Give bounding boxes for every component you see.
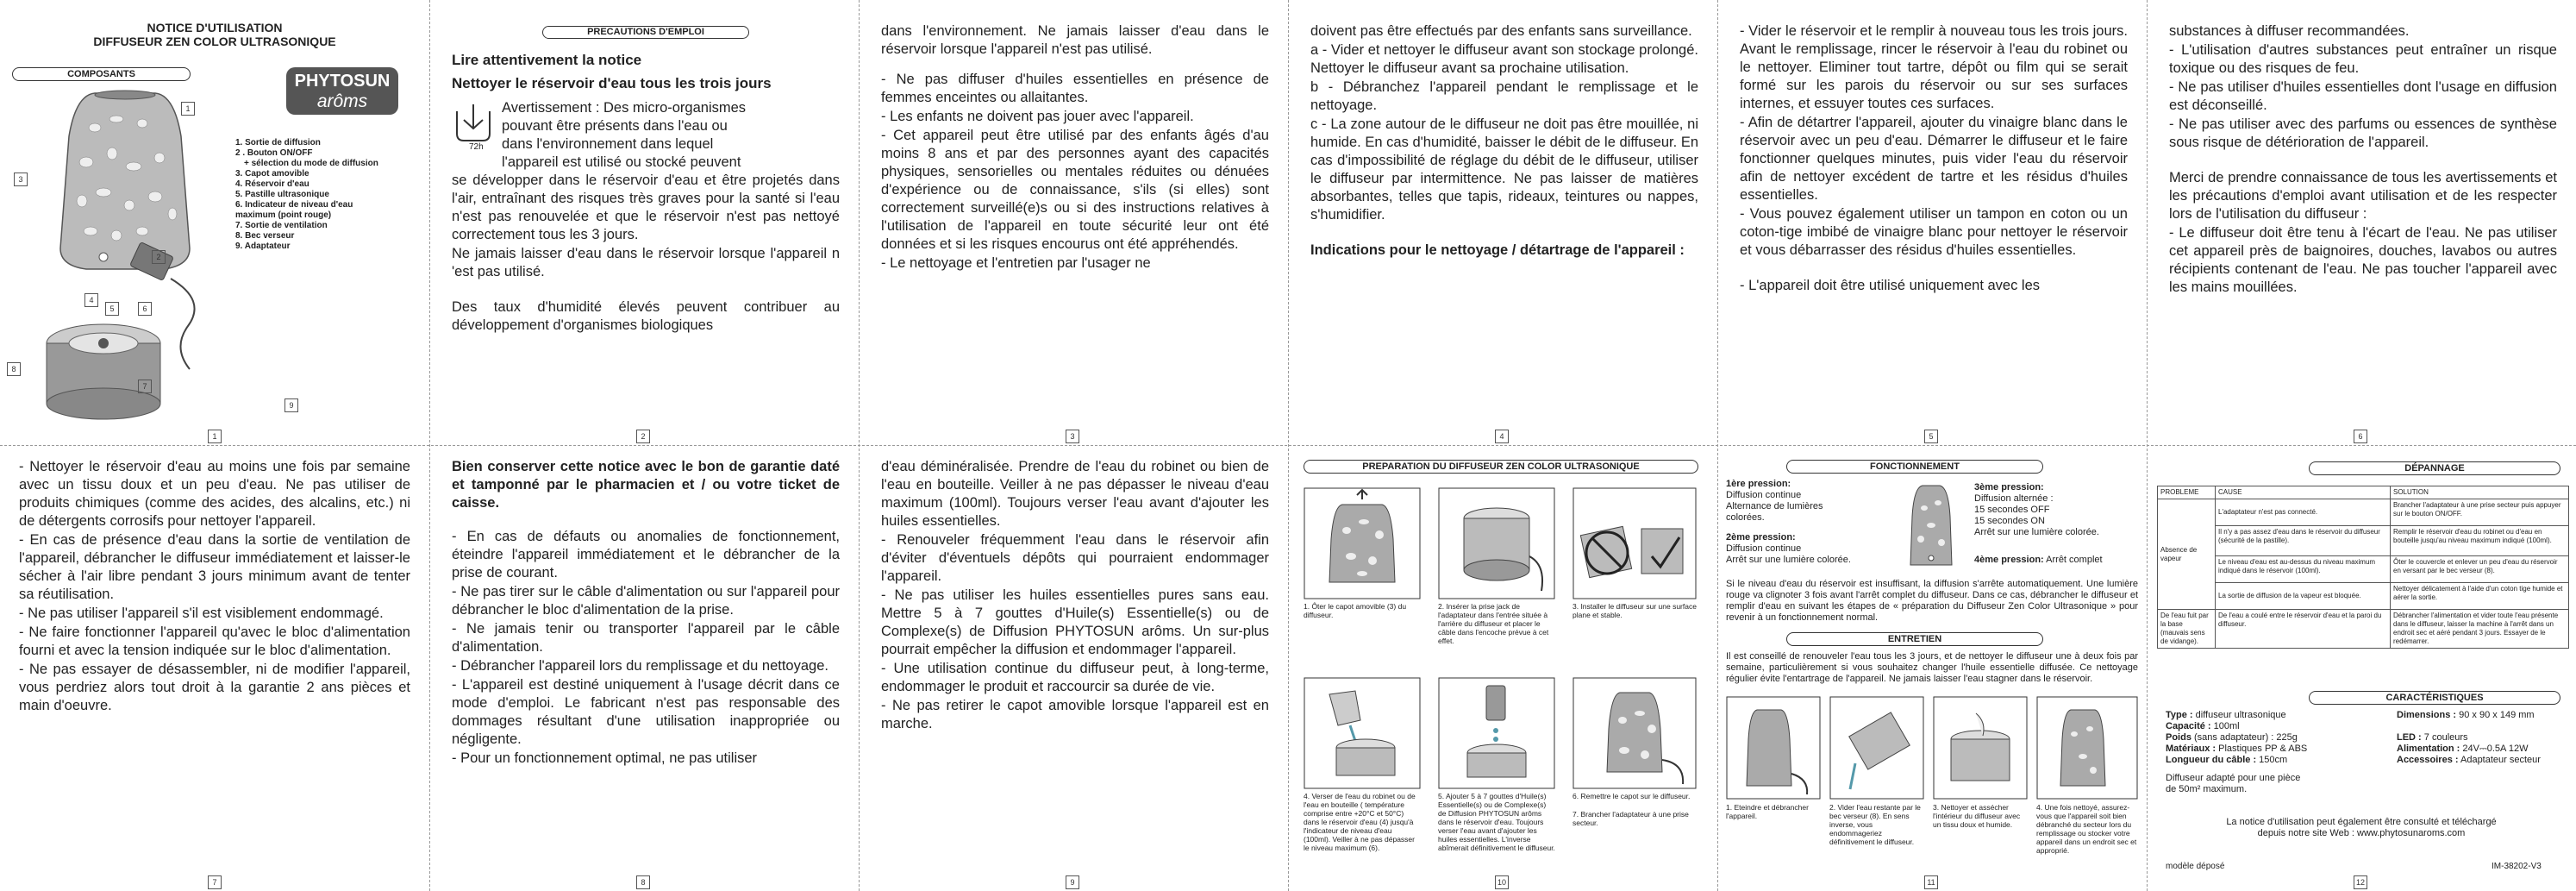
entretien-text: Il est conseillé de renouveler l'eau tous les 3 jours, et de nettoyer le diffuseur une à deux fois par semaine, particulièrement si vous souhaitez changer l'huile essentielle diffusée. Ce nettoyage régulier évite l'entartrage de l'appareil. Ne jamais laisser l'eau stagner dans le réservoir. bbox=[1726, 651, 2138, 684]
step-3-caption: 3. Installer le diffuseur sur une surface plane et stable. bbox=[1572, 602, 1697, 619]
section-title-depannage: DÉPANNAGE bbox=[2309, 461, 2560, 475]
heading-read-notice: Lire attentivement la notice bbox=[452, 52, 642, 68]
panel-water: d'eau déminéralisée. Prendre de l'eau du robinet ou bien de l'eau en bouteille. Veiller à ne pas dépasser le niveau d'eau maximum (100ml). Toujours verser l'eau avant d'ajouter les huiles essentielles. - Renouveler fréquemment l'eau dans le réservoir afin d'éviter d'éventuels dépôts qui pourraient endommager l'appareil. - Ne pas utiliser les huiles essentielles pures sans eau. Mettre 5 à 7 gouttes d'Huile(s) Essentielle(s) ou de Complexe(s) de Diffusion PHYTOSUN arôms. Un sur-plus pourrait empêcher la diffusion et endommager l'appareil. - Une utilisation continue du diffuseur peut, à long-terme, endommager le produit et raccourcir sa durée de vie. - Ne pas retirer le capot amovible lorsque l'appareil est en marche. bbox=[881, 459, 1269, 731]
step-4-figure bbox=[1304, 677, 1421, 789]
page-number: 10 bbox=[1495, 875, 1509, 889]
table-row: De l'eau fuit par la base (mauvais sens de vidange). De l'eau a coulé entre le réservoir d'eau et la paroi du diffuseur. Débrancher l'alimentation et vider toute l'eau présente dans le diffuseur, laisser la machine à l'arrêt dans un endroit sec et aéré pendant 3 jours. Essayer de le redémarrer. bbox=[2158, 610, 2569, 649]
callout-8: 8 bbox=[7, 362, 21, 376]
table-header-row bbox=[2158, 486, 2569, 499]
section-title-preparation: PREPARATION DU DIFFUSEUR ZEN COLOR ULTRASONIQUE bbox=[1304, 460, 1698, 474]
press-3: 3ème pression: Diffusion alternée : 15 secondes OFF 15 secondes ON Arrêt sur une lumière colorée. bbox=[1974, 482, 2099, 537]
step-3-figure bbox=[1572, 487, 1697, 599]
modele-depose: modèle déposé bbox=[2166, 862, 2225, 871]
panel-usage: doivent pas être effectués par des enfants sans surveillance. a - Vider et nettoyer le diffuseur avant son stockage prolongé. Nettoyer le diffuseur avant sa prochaine utilisation. b - Débranchez l'appareil pendant le remplissage et le nettoyage. c - La zone autour de le diffuseur ne doit pas être mouillée, ni humide. En cas d'humidité, baisser le débit de le diffuseur. En cas d'impossibilité de réglage du débit de le diffuseur, utiliser le diffuseur par intermittence. Ne pas laisser de matières absorbantes, telles que tapis, rideaux, teintures ou nappes, s'humidifier. Indications pour le nettoyage / détartrage de l'appareil : bbox=[1310, 23, 1698, 258]
page-number: 1 bbox=[208, 430, 222, 443]
maintenance-step-4-caption: 4. Une fois nettoyé, assurez-vous que l'appareil soit bien débranché du secteur lors du remplissage ou stocker votre appareil dans un endroit sec et approprié. bbox=[2036, 803, 2137, 855]
heading-cleaning: Indications pour le nettoyage / détartrage de l'appareil : bbox=[1310, 242, 1685, 258]
section-title-fonctionnement: FONCTIONNEMENT bbox=[1786, 460, 2043, 474]
page-number: 6 bbox=[2354, 430, 2367, 443]
heading-guarantee: Bien conserver cette notice avec le bon de garantie daté et tamponné par le pharmacien et / ou votre ticket de caisse. bbox=[452, 459, 840, 511]
maintenance-step-3-caption: 3. Nettoyer et assécher l'intérieur du diffuseur avec un tissu doux et humide. bbox=[1933, 803, 2021, 829]
step-6-figure bbox=[1572, 677, 1697, 789]
section-title-entretien: ENTRETIEN bbox=[1786, 632, 2043, 646]
callout-1: 1 bbox=[181, 102, 195, 116]
callout-5: 5 bbox=[105, 302, 119, 316]
maintenance-step-2-caption: 2. Vider l'eau restante par le bec verseur (8). En sens inverse, vous endommageriez définitivement le diffuseur. bbox=[1829, 803, 1921, 846]
callout-7: 7 bbox=[138, 380, 152, 393]
page-number: 11 bbox=[1924, 875, 1938, 889]
step-2-figure bbox=[1438, 487, 1555, 599]
document-reference: IM-38202-V3 bbox=[2492, 862, 2542, 871]
document-title: NOTICE D'UTILISATION DIFFUSEUR ZEN COLOR ULTRASONIQUE bbox=[93, 21, 336, 48]
maintenance-step-2-figure bbox=[1829, 696, 1924, 800]
maintenance-step-3-figure bbox=[1933, 696, 2028, 800]
fold-line-horizontal bbox=[0, 445, 2576, 446]
press-1: 1ère pression: Diffusion continue Alternance de lumières colorées. bbox=[1726, 479, 1823, 523]
panel-guarantee: Bien conserver cette notice avec le bon de garantie daté et tamponné par le pharmacien et / ou votre ticket de caisse. - En cas de défauts ou anomalies de fonctionnement, éteindre l'appareil immédiatement et le débrancher de la prise de courant. - Ne pas tirer sur le câble d'alimentation ou sur l'appareil pour débrancher le bloc d'alimentation de la prise. - Ne jamais tenir ou transporter l'appareil par le câble d'alimentation. - Débrancher l'appareil lors du remplissage et du nettoyage. - L'appareil est destiné uniquement à l'usage décrit dans ce mode d'emploi. Le fabricant n'est pas responsable des dommages résultant d'une utilisation inappropriée ou négligente. - Pour un fonctionnement optimal, ne pas utiliser bbox=[452, 459, 840, 766]
troubleshooting-table bbox=[2157, 486, 2569, 649]
callout-6: 6 bbox=[138, 302, 152, 316]
step-2-caption: 2. Insérer la prise jack de l'adaptateur dans l'entrée située à l'arrière du diffuseur et placer le câble dans l'encoche prévue à cet effet. bbox=[1438, 602, 1549, 645]
panel-precautions-cont: dans l'environnement. Ne jamais laisser d'eau dans le réservoir lorsque l'appareil n'est pas utilisé. - Ne pas diffuser d'huiles essentielles en présence de femmes enceintes ou allaitantes. - Les enfants ne doivent pas jouer avec l'appareil. - Cet appareil peut être utilisé par des enfants âgés d'au moins 8 ans et par des personnes ayant des capacités physiques, sensorielles ou mentales réduites ou dénuées d'expérience ou de connaissance, s'ils (si elles) sont correctement surveillé(e)s ou si des instructions relatives à l'utilisation de l'appareil en toute sécurité leur ont été données et si les risques encourus ont été appréhendés. - Le nettoyage et l'entretien par l'usager ne bbox=[881, 23, 1269, 271]
table-row: La sortie de diffusion de la vapeur est bloquée. Nettoyer délicatement à l'aide d'un coton tige humide et aérer la sortie. bbox=[2158, 583, 2569, 610]
specs-left: Type : diffuseur ultrasonique Capacité : 100ml Poids (sans adaptateur) : 225g Matériaux : Plastiques PP & ABS Longueur du câble : 150cm Diffuseur adapté pour une pièce de 50m² maximum. bbox=[2166, 710, 2308, 794]
step-7-caption: 7. Brancher l'adaptateur à une prise secteur. bbox=[1572, 810, 1689, 827]
step-1-figure bbox=[1304, 487, 1421, 599]
section-title-precautions: PRECAUTIONS D'EMPLOI bbox=[542, 26, 749, 39]
press-4: 4ème pression: Arrêt complet bbox=[1974, 555, 2103, 565]
table-row: Absence de vapeur L'adaptateur n'est pas connecté. Brancher l'adaptateur à une prise secteur puis appuyer sur le bouton ON/OFF. bbox=[2158, 499, 2569, 526]
step-5-figure bbox=[1438, 677, 1555, 789]
table-header: PROBLEME bbox=[2158, 486, 2216, 499]
footer-notice: La notice d'utilisation peut également être consulté et téléchargé depuis notre site Web : www.phytosunaroms.com bbox=[2226, 817, 2497, 838]
specs-right: Dimensions : 90 x 90 x 149 mm LED : 7 couleurs Alimentation : 24V⎓0.5A 12W Accessoires : Adaptateur secteur bbox=[2397, 710, 2541, 765]
maintenance-step-4-figure bbox=[2036, 696, 2138, 800]
panel-preparation bbox=[1288, 451, 1717, 891]
fonctionnement-text: Si le niveau d'eau du réservoir est insuffisant, la diffusion s'arrête automatiquement. Une lumière rouge va clignoter 3 fois avant l'arrêt complet du diffuseur. Dans ce cas, débrancher le diffuseur et remplir d'eau en suivant les étapes de « préparation du Diffuseur Zen Color Ultrasonique » pour revenir à un fonctionnement normal. bbox=[1726, 579, 2138, 623]
section-title-caracteristiques: CARACTÉRISTIQUES bbox=[2309, 691, 2560, 705]
panel-warnings: substances à diffuser recommandées. - L'utilisation d'autres substances peut entraîner un risque toxique ou des risques de feu. - Ne pas utiliser d'huiles essentielles dont l'usage en diffusion est déconseillé. - Ne pas utiliser avec des parfums ou essences de synthèse sous risque de détérioration de l'appareil. Merci de prendre connaissance de tous les avertissements et les précautions d'emploi avant utilisation et de les respecter lors de l'utilisation du diffuseur : - Le diffuseur doit être tenu à l'écart de l'eau. Ne pas utiliser cet appareil près de baignoires, douches, lavabos ou autres récipients contenant de l'eau. Ne pas toucher l'appareil avec les mains mouillées. bbox=[2169, 23, 2557, 295]
press-2: 2ème pression: Diffusion continue Arrêt sur une lumière colorée. bbox=[1726, 532, 1851, 565]
step-4-caption: 4. Verser de l'eau du robinet ou de l'eau en bouteille ( température comprise entre +20°C et 50°C) dans le réservoir d'eau (4) jusqu'à l'indicateur de niveau d'eau (100ml). Veiller à ne pas dépasser le niveau maximum (6). bbox=[1304, 792, 1416, 852]
callout-4: 4 bbox=[84, 293, 98, 307]
panel-cover bbox=[0, 0, 429, 431]
page-number: 3 bbox=[1066, 430, 1079, 443]
component-list: 1. Sortie de diffusion 2 . Bouton ON/OFF + sélection du mode de diffusion 3. Capot amovible 4. Réservoir d'eau 5. Pastille ultrasonique 6. Indicateur de niveau d'eau maximum (point rouge) 7. Sortie de ventilation 8. Bec verseur 9. Adaptateur bbox=[235, 138, 378, 251]
table-header: CAUSE bbox=[2216, 486, 2391, 499]
callout-2: 2 bbox=[152, 250, 166, 264]
page-number: 12 bbox=[2354, 875, 2367, 889]
panel-maintenance: - Nettoyer le réservoir d'eau au moins une fois par semaine avec un tissu doux et un peu d'eau. Ne pas utiliser de produits chimiques (comme des acides, des alcalins, etc.) ni de détergents corrosifs pour nettoyer l'appareil. - En cas de présence d'eau dans la sortie de ventilation de l'appareil, débrancher le diffuseur immédiatement et laisser-le sécher à l'air libre pendant 3 jours minimum avant de tenter sa réutilisation. - Ne pas utiliser l'appareil s'il est visiblement endommagé. - Ne faire fonctionner l'appareil qu'avec le bloc d'alimentation fourni et avec la tension indiquée sur le bloc d'alimentation. - Ne pas essayer de désassembler, ni de modifier l'appareil, vous perdriez alors tout droit à la garantie 2 ans pièces et main d'oeuvre. bbox=[19, 459, 410, 713]
tank-72h-icon: 72h bbox=[452, 99, 502, 172]
panel-precautions bbox=[429, 0, 859, 431]
diffuser-diagram bbox=[34, 85, 241, 430]
page-number: 8 bbox=[636, 875, 650, 889]
panel-cleaning: - Vider le réservoir et le remplir à nouveau tous les trois jours. Avant le remplissage, rincer le réservoir à l'eau du robinet ou le nettoyer. Eliminer tout tartre, dépôt ou film qui se serait formé sur les parois du réservoir ou sur ses surfaces internes, et essuyer toutes ces surfaces. - Afin de détartrer l'appareil, ajouter du vinaigre blanc dans le réservoir avec un peu d'eau. Démarrer le diffuseur et le faire fonctionner quelques minutes, puis vider l'eau du réservoir afin de nettoyer excédent de tartre et les résidus d'huiles essentielles. - Vous pouvez également utiliser un tampon en coton ou un coton-tige imbibé de vinaigre blanc pour nettoyer le réservoir et vous débarrasser des résidus d'huiles essentielles. - L'appareil doit être utilisé uniquement avec les bbox=[1740, 23, 2128, 293]
page-number: 9 bbox=[1066, 875, 1079, 889]
page-number: 4 bbox=[1495, 430, 1509, 443]
callout-9: 9 bbox=[284, 398, 298, 412]
page-number: 7 bbox=[208, 875, 222, 889]
table-row: Il n'y a pas assez d'eau dans le réservoir du diffuseur (sécurité de la pastille). Remplir le réservoir d'eau du robinet ou d'eau en bouteille jusqu'au niveau maximum indiqué (100ml). bbox=[2158, 526, 2569, 556]
panel-operation bbox=[1717, 451, 2147, 891]
panel-troubleshooting bbox=[2147, 451, 2576, 891]
step-6-caption: 6. Remettre le capot sur le diffuseur. bbox=[1572, 792, 1691, 800]
maintenance-step-1-figure bbox=[1726, 696, 1821, 800]
callout-3: 3 bbox=[14, 173, 28, 186]
section-title-composants: COMPOSANTS bbox=[12, 67, 191, 81]
diffuser-icon bbox=[1905, 482, 1957, 572]
brand-logo: PHYTOSUN arôms bbox=[286, 67, 398, 115]
table-row: Le niveau d'eau est au-dessus du niveau maximum indiqué dans le réservoir (100ml). Ôter le couvercle et enlever un peu d'eau du réservoir en versant par le bec verseur (8). bbox=[2158, 556, 2569, 583]
table-header: SOLUTION bbox=[2391, 486, 2569, 499]
step-5-caption: 5. Ajouter 5 à 7 gouttes d'Huile(s) Essentielle(s) ou de Complexe(s) de Diffusion PHYTOSUN arôms dans le réservoir d'eau. Toujours verser l'eau avant d'ajouter les huiles essentielles. L'inverse abîmerait définitivement le diffuseur. bbox=[1438, 792, 1555, 852]
page-number: 2 bbox=[636, 430, 650, 443]
heading-clean-tank: Nettoyer le réservoir d'eau tous les trois jours bbox=[452, 75, 772, 91]
maintenance-step-1-caption: 1. Eteindre et débrancher l'appareil. bbox=[1726, 803, 1809, 820]
page-number: 5 bbox=[1924, 430, 1938, 443]
step-1-caption: 1. Ôter le capot amovible (3) du diffuseur. bbox=[1304, 602, 1407, 619]
warning-paragraph: 72h Avertissement : Des micro-organismes pouvant être présents dans l'eau ou dans l'environnement dans lequel l'appareil est utilisé ou stocké peuvent se développer dans le réservoir d'eau et être projetés dans l'air, entraînant des risques très graves pour la santé si l'eau n'est pas renouvelée et que le réservoir n'est pas nettoyé correctement tous les 3 jours. Ne jamais laisser d'eau dans le réservoir lorsque l'appareil n 'est pas utilisé. Des taux d'humidité élevés peuvent contribuer au développement d'organismes biologiques bbox=[452, 100, 840, 333]
